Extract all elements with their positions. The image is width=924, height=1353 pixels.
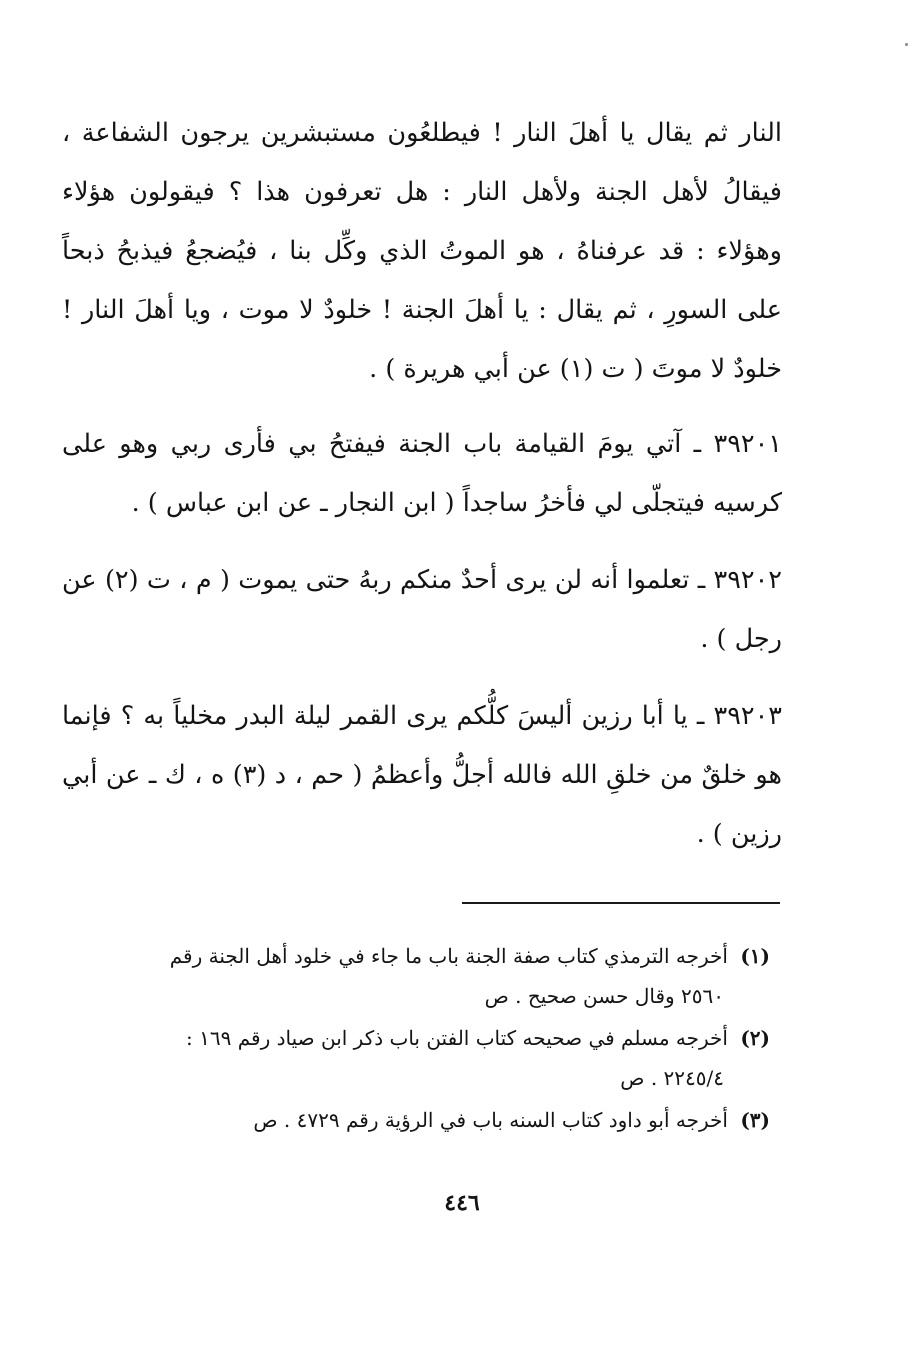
footnote-1 [150, 936, 770, 1016]
footnotes [150, 936, 770, 1142]
hadith-39203: ٣٩٢٠٣ ـ يا أبا رزين أليسَ كلُّكم يرى القمر ليلة البدر مخلياً به ؟ فإنما هو خلقٌ من خلقِ الله فالله أجلُّ وأعظمُ ( حم ، د (٣) ه ، ك ـ عن أبي رزين ) . [62, 701, 782, 849]
footnote-separator [462, 902, 780, 904]
footnote-number: (١) [740, 944, 770, 968]
footnote-text-continued: ٢٢٤٥/٤ . ص [620, 1066, 724, 1090]
footnote-number: (٣) [740, 1108, 770, 1132]
footnote-text: أخرجه الترمذي كتاب صفة الجنة باب ما جاء في خلود أهل الجنة رقم [169, 944, 728, 968]
footnote-2 [150, 1018, 770, 1098]
footnote-text: أخرجه أبو داود كتاب السنه باب في الرؤية رقم ٤٧٢٩ . ص [253, 1108, 728, 1132]
scan-speck [905, 43, 908, 46]
paragraph-continuation: النار ثم يقال يا أهلَ النار ! فيطلعُون مستبشرين يرجون الشفاعة ، فيقالُ لأهل الجنة ولأهل النار : هل تعرفون هذا ؟ فيقولون هؤلاء وهؤلاء : قد عرفناهُ ، هو الموتُ الذي وكِّل بنا ، فيُضجعُ فيذبحُ ذبحاً على السورِ ، ثم يقال : يا أهلَ الجنة ! خلودٌ لا موت ، ويا أهلَ النار ! خلودٌ لا موتَ ( ت (١) عن أبي هريرة ) . [62, 118, 782, 384]
page-number: ٤٤٦ [444, 1190, 480, 1216]
hadith-39201: ٣٩٢٠١ ـ آتي يومَ القيامة باب الجنة فيفتحُ بي فأرى ربي وهو على كرسيه فيتجلّى لي فأخرُ ساجداً ( ابن النجار ـ عن ابن عباس ) . [62, 429, 782, 518]
footnote-3 [150, 1100, 770, 1140]
footnote-text-continued: ٢٥٦٠ وقال حسن صحيح . ص [484, 984, 724, 1008]
footnote-number: (٢) [740, 1026, 770, 1050]
main-text [62, 104, 782, 882]
hadith-39202: ٣٩٢٠٢ ـ تعلموا أنه لن يرى أحدٌ منكم ربهُ حتى يموت ( م ، ت (٢) عن رجل ) . [62, 565, 782, 654]
footnote-text: أخرجه مسلم في صحيحه كتاب الفتن باب ذكر ابن صياد رقم ١٦٩ : [186, 1026, 728, 1050]
